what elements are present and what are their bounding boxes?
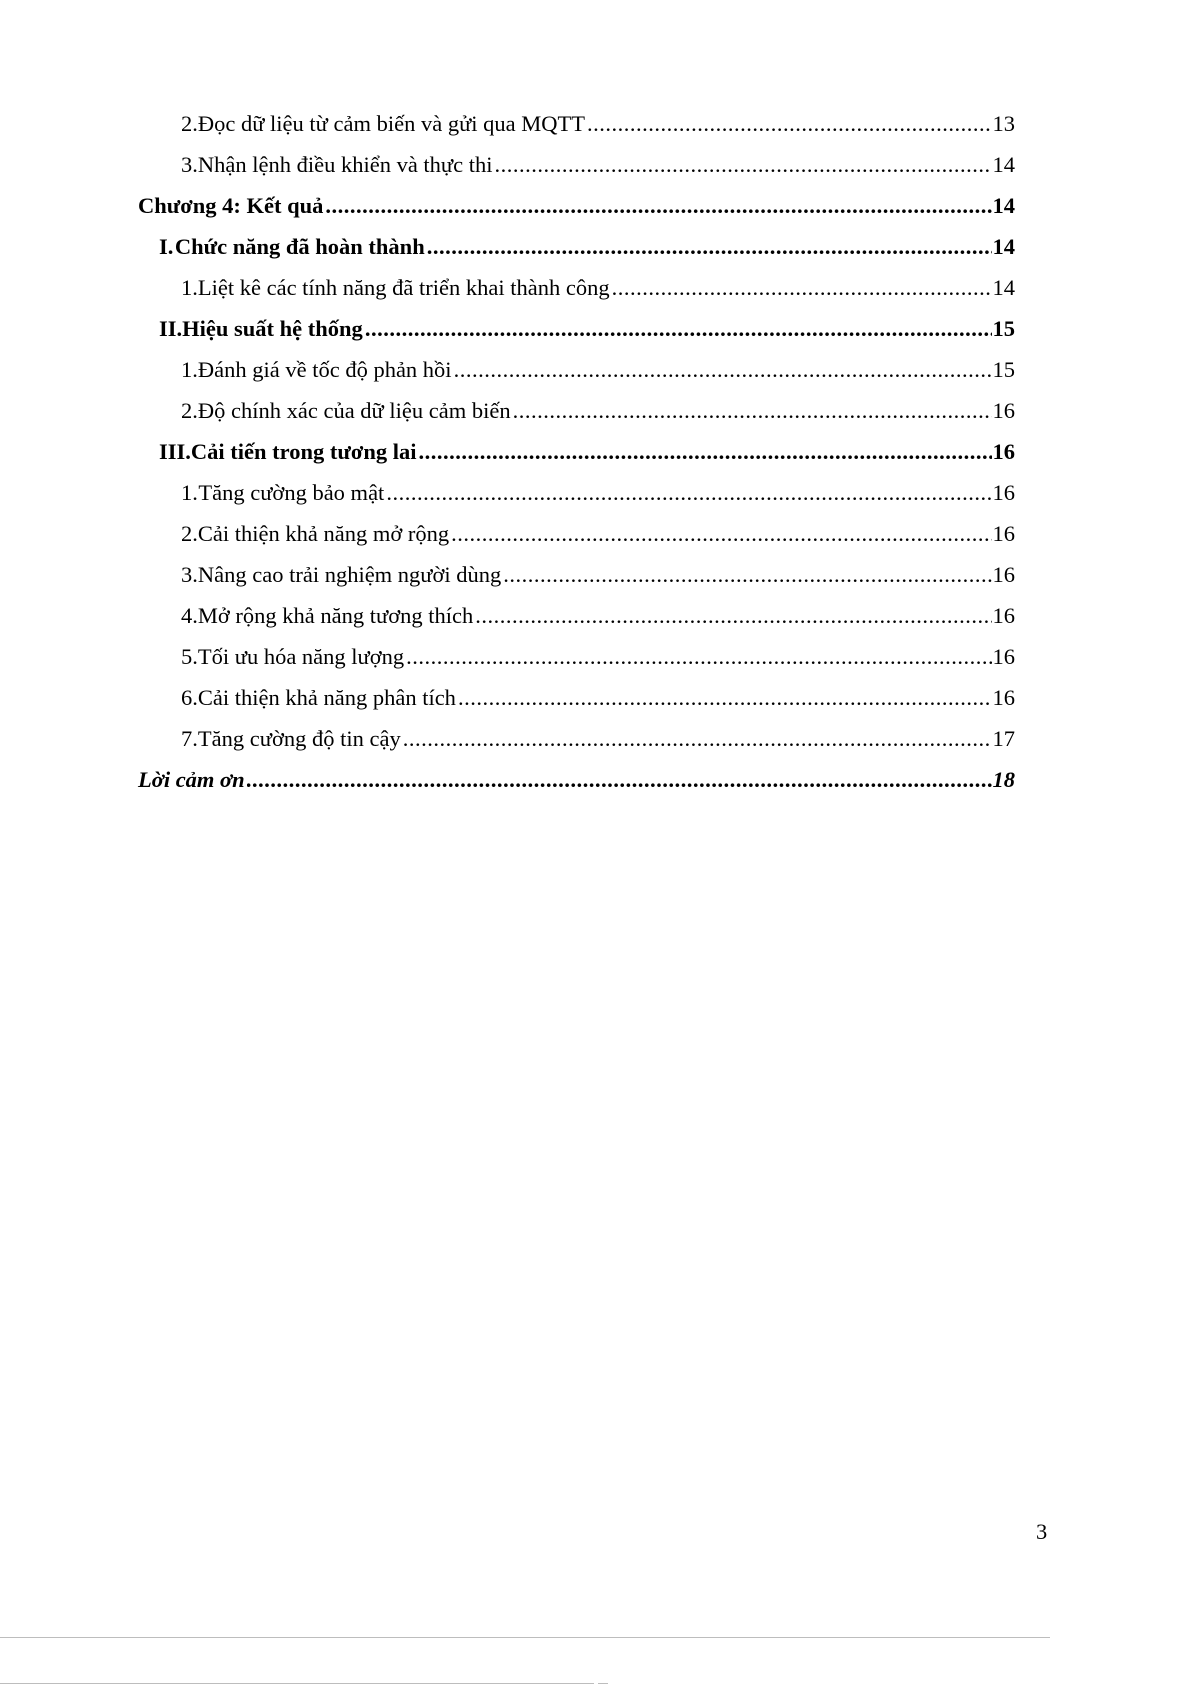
toc-entry-title: Nhận lệnh điều khiển và thực thi xyxy=(197,152,493,177)
toc-leader-dots xyxy=(503,560,991,590)
toc-leader-dots xyxy=(458,683,992,713)
toc-entry[interactable] xyxy=(181,642,1015,672)
toc-entry-title: Hiệu suất hệ thống xyxy=(182,316,363,341)
toc-entry-title: Tăng cường độ tin cậy xyxy=(197,726,401,751)
toc-acknowledgement-entry[interactable] xyxy=(138,765,1015,795)
toc-entry-number: 3. xyxy=(181,152,198,177)
toc-entry[interactable] xyxy=(181,560,1015,590)
toc-entry-page: 16 xyxy=(992,685,1015,710)
toc-section-entry[interactable] xyxy=(159,437,1015,467)
toc-entry-page: 16 xyxy=(992,480,1015,505)
toc-entry-page: 17 xyxy=(992,726,1015,751)
toc-entry-title: Đánh giá về tốc độ phản hồi xyxy=(197,357,452,382)
footer-bottom-divider xyxy=(0,1683,594,1684)
toc-entry-number: 1. xyxy=(181,357,198,382)
toc-entry-page: 14 xyxy=(992,275,1015,300)
toc-entry-number: 1. xyxy=(181,480,198,505)
toc-entry-number: 2. xyxy=(181,111,198,136)
toc-entry-number: 4. xyxy=(181,603,198,628)
toc-entry-page: 18 xyxy=(992,767,1015,792)
toc-entry[interactable] xyxy=(181,396,1015,426)
toc-entry-title: Chương 4: Kết quả xyxy=(138,193,324,218)
toc-section-entry[interactable] xyxy=(159,232,1015,262)
toc-entry[interactable] xyxy=(181,273,1015,303)
page-number: 3 xyxy=(1036,1519,1048,1544)
toc-leader-dots xyxy=(513,396,992,426)
toc-entry-number: I. xyxy=(159,234,174,259)
toc-leader-dots xyxy=(612,273,992,303)
toc-entry-page: 15 xyxy=(992,316,1015,341)
toc-entry-page: 16 xyxy=(992,603,1015,628)
toc-entry-title: Chức năng đã hoàn thành xyxy=(174,234,425,259)
toc-entry[interactable] xyxy=(181,683,1015,713)
toc-leader-dots xyxy=(587,109,992,139)
toc-entry-title: Tối ưu hóa năng lượng xyxy=(197,644,405,669)
toc-entry-title: Lời cảm ơn xyxy=(138,767,245,792)
toc-chapter-entry[interactable] xyxy=(138,191,1015,221)
toc-entry-number: III. xyxy=(159,439,191,464)
toc-entry-page: 14 xyxy=(992,193,1015,218)
toc-leader-dots xyxy=(247,765,992,795)
toc-entry[interactable] xyxy=(181,478,1015,508)
toc-entry-number: 5. xyxy=(181,644,198,669)
toc-entry-page: 16 xyxy=(992,521,1015,546)
footer-bottom-divider-segment xyxy=(598,1683,608,1684)
toc-entry-number: 3. xyxy=(181,562,198,587)
toc-leader-dots xyxy=(406,642,991,672)
toc-entry-title: Nâng cao trải nghiệm người dùng xyxy=(197,562,502,587)
toc-leader-dots xyxy=(495,150,992,180)
toc-entry-title: Mở rộng khả năng tương thích xyxy=(197,603,474,628)
toc-section-entry[interactable] xyxy=(159,314,1015,344)
footer-divider xyxy=(0,1637,1050,1638)
toc-leader-dots xyxy=(325,191,991,221)
toc-entry-page: 13 xyxy=(992,111,1015,136)
toc-leader-dots xyxy=(418,437,991,467)
toc-entry-title: Đọc dữ liệu từ cảm biến và gửi qua MQTT xyxy=(197,111,585,136)
toc-entry-page: 16 xyxy=(992,439,1015,464)
toc-entry[interactable] xyxy=(181,109,1015,139)
toc-leader-dots xyxy=(365,314,992,344)
toc-entry-page: 16 xyxy=(992,398,1015,423)
toc-leader-dots xyxy=(427,232,992,262)
toc-leader-dots xyxy=(403,724,992,754)
toc-entry-number: 6. xyxy=(181,685,198,710)
toc-entry-title: Độ chính xác của dữ liệu cảm biến xyxy=(197,398,511,423)
toc-entry-number: 2. xyxy=(181,398,198,423)
toc-entry[interactable] xyxy=(181,355,1015,385)
toc-entry-page: 14 xyxy=(992,234,1015,259)
toc-leader-dots xyxy=(451,519,991,549)
toc-entry-number: 1. xyxy=(181,275,198,300)
toc-entry[interactable] xyxy=(181,724,1015,754)
toc-entry-title: Cải thiện khả năng phân tích xyxy=(197,685,456,710)
toc-entry-page: 16 xyxy=(992,644,1015,669)
toc-leader-dots xyxy=(454,355,992,385)
toc-leader-dots xyxy=(475,601,991,631)
toc-entry-page: 16 xyxy=(992,562,1015,587)
toc-entry-title: Tăng cường bảo mật xyxy=(198,480,385,505)
toc-entry[interactable] xyxy=(181,519,1015,549)
toc-entry-page: 15 xyxy=(992,357,1015,382)
toc-leader-dots xyxy=(386,478,991,508)
toc-entry-title: Cải thiện khả năng mở rộng xyxy=(197,521,450,546)
toc-entry-title: Liệt kê các tính năng đã triển khai thành công xyxy=(197,275,610,300)
toc-entry-page: 14 xyxy=(992,152,1015,177)
toc-entry-number: 2. xyxy=(181,521,198,546)
toc-entry-number: 7. xyxy=(181,726,198,751)
toc-entry-number: II. xyxy=(159,316,183,341)
toc-entry[interactable] xyxy=(181,150,1015,180)
toc-entry[interactable] xyxy=(181,601,1015,631)
toc-entry-title: Cải tiến trong tương lai xyxy=(190,439,417,464)
